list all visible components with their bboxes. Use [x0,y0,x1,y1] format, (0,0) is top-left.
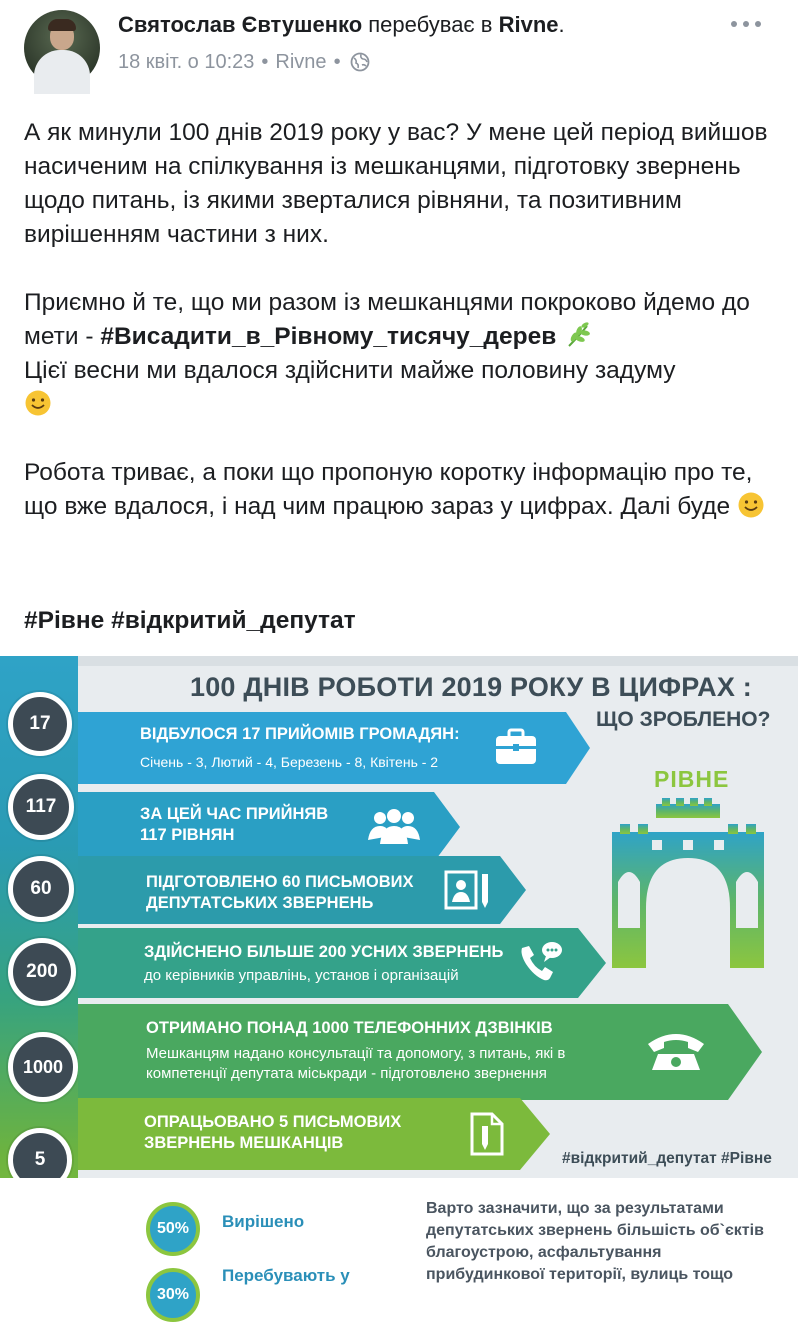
city-gate-icon [612,798,764,968]
author-avatar[interactable] [24,10,100,86]
ribbon-oral-appeals-title: ЗДІЙСНЕНО БІЛЬШЕ 200 УСНИХ ЗВЕРНЕНЬ [144,943,504,961]
ribbon-receptions-desc: Січень - 3, Лютий - 4, Березень - 8, Квітень - 2 [140,754,439,770]
post-paragraph-1: А як минули 100 днів 2019 року у вас? У мене цей період вийшов насиченим на спілкування із мешканцями, підготовку звернень щодо питань, із якими зверталися рівняни, та позитивним вирішенням частини з них. [24,119,768,248]
infographic-subtitle: ЩО ЗРОБЛЕНО? [596,708,771,731]
ribbon-receptions-title: ВІДБУЛОСЯ 17 ПРИЙОМІВ ГРОМАДЯН: [140,725,460,743]
inline-hashtag[interactable]: #Висадити_в_Рівному_тисячу_дерев [100,323,557,350]
percent-badge-pending: 30% [146,1268,200,1322]
post-timestamp[interactable]: 18 квіт. о 10:23 [118,51,255,73]
globe-icon[interactable] [350,52,370,72]
hashtag-open-deputy[interactable]: #відкритий_депутат [111,607,356,634]
phone-chat-icon [516,938,564,986]
ribbon-resident-appeals-title-2: ЗВЕРНЕНЬ МЕШКАНЦІВ [144,1134,344,1152]
status-text: перебуває в [368,12,493,37]
stat-circle-200: 200 [8,938,76,1006]
post-paragraph-3: Робота триває, а поки що пропоную коротку інформацію про те, що вже вдалося, і над чим працюю зараз у цифрах. Далі буде [24,456,774,524]
ribbon-citizens-title: ЗА ЦЕЙ ЧАС ПРИЙНЯВ [140,805,329,823]
infographic-top-band [0,656,798,666]
percent-label-resolved: Вирішено [222,1212,305,1231]
place-suffix: . [558,12,565,37]
stat-circle-5: 5 [8,1128,72,1192]
herb-emoji [563,320,593,350]
hashtag-rivne[interactable]: #Рівне [24,607,105,634]
percent-badge-resolved: 50% [146,1202,200,1256]
post-line-spring: Цієї весни ми вдалося здійснити майже половину задуму [24,357,676,384]
more-horizontal-icon[interactable] [728,12,764,36]
stat-circle-17: 17 [8,692,72,756]
post-paragraph-2: Приємно й те, що ми разом із мешканцями покроково йдемо до мети - #Висадити_в_Рівному_тисячу_дерев Цієї весни ми вдалося здійснити майже половину задуму [24,286,774,422]
ribbon-phone-calls-desc-2: компетенції депутата міськради - підготовлено звернення [146,1065,547,1082]
stat-circle-1000: 1000 [8,1032,78,1102]
author-name[interactable]: Святослав Євтушенко [118,12,363,37]
ribbon-phone-calls-title: ОТРИМАНО ПОНАД 1000 ТЕЛЕФОННИХ ДЗВІНКІВ [146,1019,553,1037]
ribbon-resident-appeals-title: ОПРАЦЬОВАНО 5 ПИСЬМОВИХ [144,1113,402,1131]
post-hashtags [24,604,356,638]
telephone-icon [646,1026,706,1074]
people-icon [366,806,422,846]
author-line [118,10,565,40]
ribbon-written-appeals-title: ПІДГОТОВЛЕНО 60 ПИСЬМОВИХ [146,873,414,891]
city-label: РІВНЕ [654,766,730,792]
file-pen-icon [470,1112,504,1156]
stat-circle-117: 117 [8,774,74,840]
stat-circle-60: 60 [8,856,74,922]
meta-separator: • [261,51,269,73]
infographic-title: 100 ДНІВ РОБОТИ 2019 РОКУ В ЦИФРАХ : [190,672,752,702]
ribbon-phone-calls-desc: Мешканцям надано консультації та допомогу, з питань, які в [146,1045,566,1062]
post-body [24,116,774,558]
ribbon-oral-appeals-desc: до керівників управлінь, установ і організацій [144,967,459,984]
smile-emoji [24,389,52,417]
meta-separator-2: • [333,51,341,73]
infographic-image[interactable] [0,656,798,1303]
percent-label-pending: Перебувають у [222,1266,350,1285]
ribbon-written-appeals-title-2: ДЕПУТАТСЬКИХ ЗВЕРНЕНЬ [146,894,374,912]
post-location[interactable]: Rivne [275,51,327,73]
post-meta [118,48,370,76]
place-link[interactable]: Rivne [498,12,559,37]
infographic-note: Варто зазначити, що за результатами депутатських звернень більшість об`єктів благоустрою, асфальтування прибудинкової території, вулиць тощо [426,1200,764,1283]
post-header [0,0,798,100]
briefcase-icon [494,728,538,766]
document-pen-icon [444,868,490,912]
smile-emoji-2 [737,491,765,519]
ribbon-citizens-title-2: 117 РІВНЯН [140,826,235,844]
infographic-hashtags: #відкритий_депутат #Рівне [562,1150,772,1167]
